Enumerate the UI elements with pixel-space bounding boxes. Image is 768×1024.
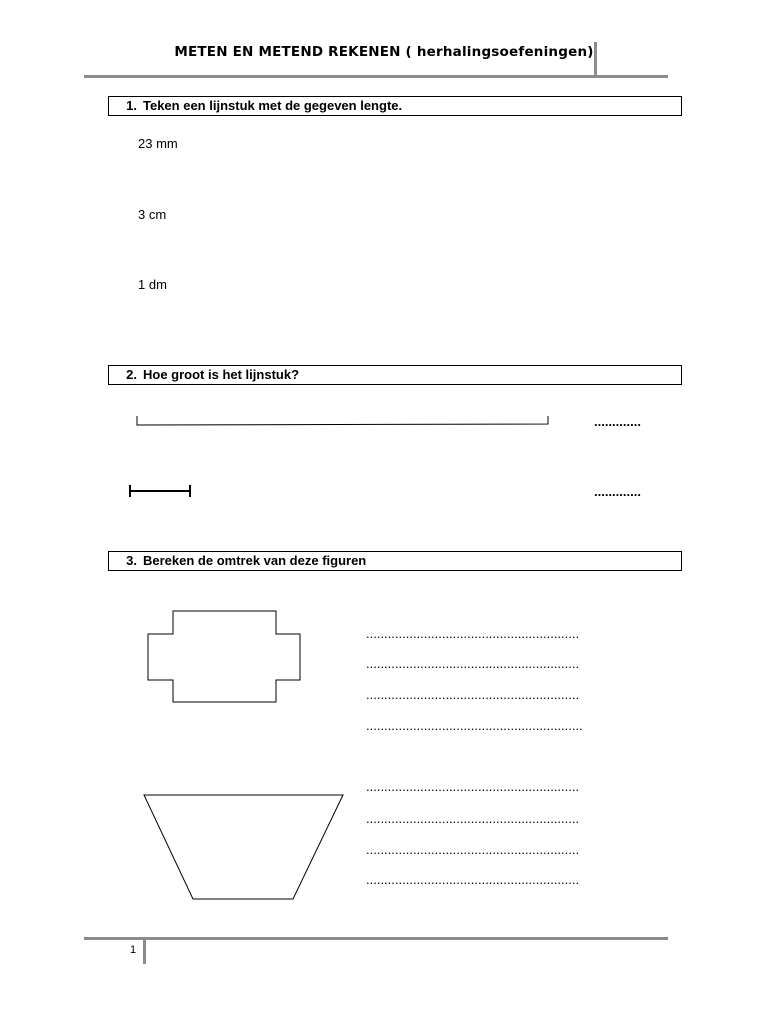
- answer-line-b4: ...........................................................: [366, 872, 580, 887]
- length-item-2: 3 cm: [138, 207, 167, 222]
- answer-field-1: .............: [594, 414, 641, 429]
- trapezoid-shape: [144, 795, 343, 899]
- question-1-title: Teken een lijnstuk met de gegeven lengte.: [143, 98, 403, 113]
- answer-line-a1: ...........................................................: [366, 626, 580, 641]
- answer-line-a2: ...........................................................: [366, 656, 580, 671]
- question-2-number: 2.: [126, 367, 137, 382]
- question-3-heading: [108, 551, 682, 571]
- question-1-number: 1.: [126, 98, 137, 113]
- answer-line-b3: ...........................................................: [366, 842, 580, 857]
- question-3-number: 3.: [126, 553, 137, 568]
- cross-shape: [148, 611, 300, 702]
- page-number: 1: [130, 944, 137, 956]
- answer-line-a3: ...........................................................: [366, 687, 580, 702]
- line-segment-long: [137, 416, 548, 425]
- question-2-title: Hoe groot is het lijnstuk?: [143, 367, 300, 382]
- answer-field-2: .............: [594, 484, 641, 499]
- length-item-3: 1 dm: [138, 277, 167, 292]
- footer-divider-vertical: [143, 940, 146, 964]
- question-3-title: Bereken de omtrek van deze figuren: [143, 553, 367, 568]
- answer-line-b2: ...........................................................: [366, 811, 580, 826]
- answer-line-b1: ...........................................................: [366, 779, 580, 794]
- length-item-1: 23 mm: [138, 136, 178, 151]
- footer-divider: [84, 937, 668, 940]
- page-title: METEN EN METEND REKENEN ( herhalingsoefeningen): [174, 44, 594, 60]
- line-segment-short: [130, 485, 190, 497]
- answer-line-a4: ............................................................: [366, 718, 583, 733]
